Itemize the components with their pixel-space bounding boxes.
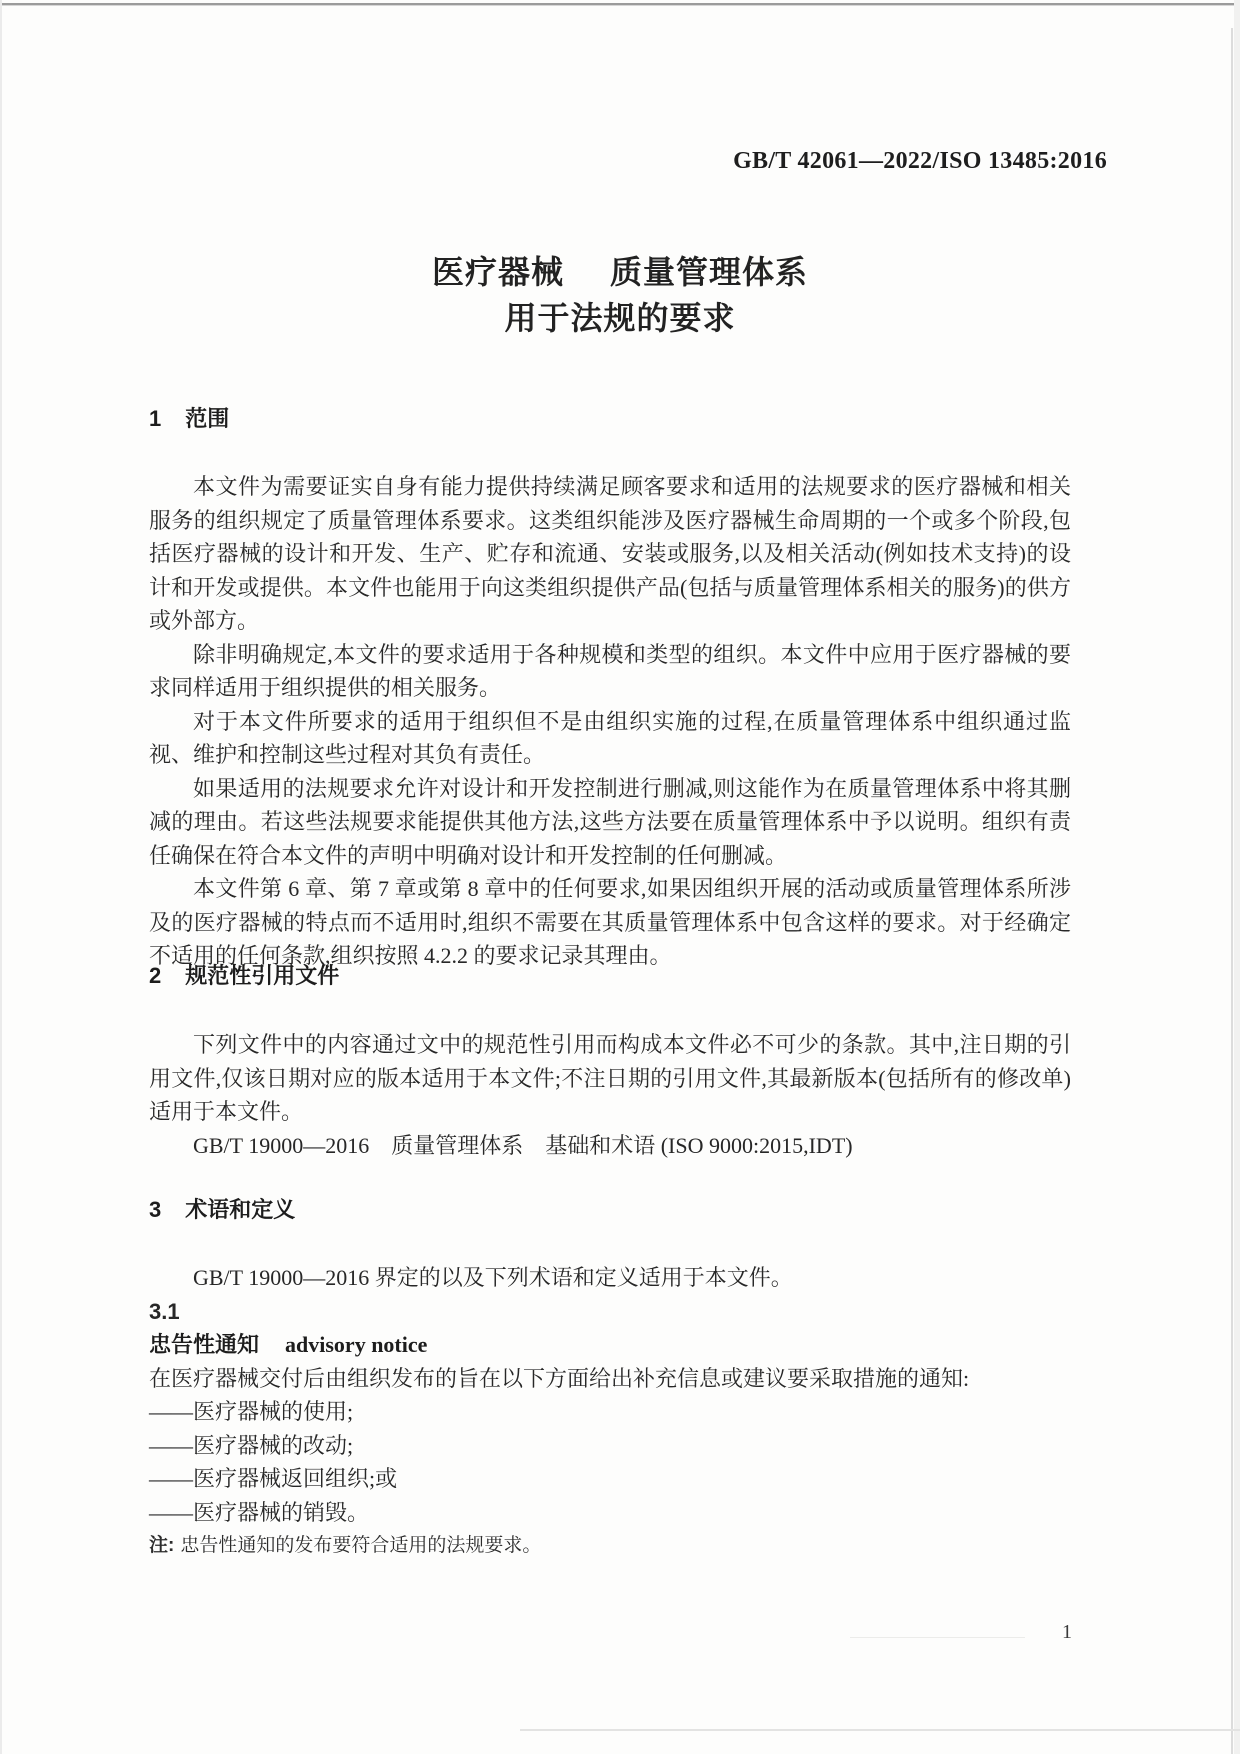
section-3-heading — [149, 1199, 295, 1221]
advisory-notice-item: ——医疗器械的销毁。 — [149, 1499, 370, 1525]
section-2-title: 规范性引用文件 — [185, 963, 340, 988]
advisory-notice-item: ——医疗器械的使用; — [149, 1399, 354, 1424]
section-2-body — [149, 1028, 1071, 1162]
document-title-line1 — [0, 256, 1240, 288]
standard-number: GB/T 42061—2022/ISO 13485:2016 — [733, 148, 1107, 174]
term-chinese: 忠告性通知 — [149, 1332, 260, 1357]
note-label: 注: — [149, 1535, 175, 1556]
paragraph: 如果适用的法规要求允许对设计和开发控制进行删减,则这能作为在质量管理体系中将其删减的理由。若这些法规要求能提供其他方法,这些方法要在质量管理体系中予以说明。组织有责任确保在符合本文件的声明中明确对设计和开发控制的任何删减。 — [149, 775, 1071, 868]
term-english: advisory notice — [285, 1332, 428, 1357]
term-definition: 在医疗器械交付后由组织发布的旨在以下方面给出补充信息或建议要采取措施的通知: — [149, 1365, 970, 1391]
clause-number: 3.1 — [149, 1298, 180, 1324]
section-2-heading — [149, 965, 339, 987]
paragraph: 本文件第 6 章、第 7 章或第 8 章中的任何要求,如果因组织开展的活动或质量管理体系所涉及的医疗器械的特点而不适用时,组织不需要在其质量管理体系中包含这样的要求。对于经确定不适用的任何条款,组织按照 4.2.2 的要求记录其理由。 — [149, 876, 1071, 968]
paragraph: 对于本文件所要求的适用于组织但不是由组织实施的过程,在质量管理体系中组织通过监视、维护和控制这些过程对其负有责任。 — [149, 708, 1071, 767]
title-part1: 医疗器械 — [431, 254, 564, 290]
section-1-number: 1 — [149, 406, 162, 431]
paragraph: 除非明确规定,本文件的要求适用于各种规模和类型的组织。本文件中应用于医疗器械的要求同样适用于组织提供的相关服务。 — [149, 641, 1071, 700]
scan-edge-top-soft — [0, 5, 1240, 6]
note-text: 忠告性通知的发布要符合适用的法规要求。 — [180, 1535, 542, 1556]
term-line — [149, 1328, 1071, 1362]
note-line — [149, 1529, 1071, 1563]
advisory-notice-item: ——医疗器械返回组织;或 — [149, 1466, 398, 1491]
scan-streak — [850, 1637, 1025, 1638]
document-title — [0, 256, 1240, 334]
scan-edge-bottom — [520, 1729, 1240, 1731]
normative-reference: GB/T 19000—2016 质量管理体系 基础和术语 (ISO 9000:2015,IDT) — [193, 1132, 853, 1158]
section-3-title: 术语和定义 — [185, 1197, 296, 1222]
section-3-number: 3 — [149, 1197, 162, 1222]
section-2-number: 2 — [149, 963, 162, 988]
section-1-heading — [149, 408, 229, 430]
paragraph: GB/T 19000—2016 界定的以及下列术语和定义适用于本文件。 — [193, 1265, 793, 1290]
advisory-notice-item: ——医疗器械的改动; — [149, 1432, 354, 1458]
title-part2: 质量管理体系 — [610, 254, 809, 290]
page-number: 1 — [1062, 1621, 1072, 1643]
section-1-title: 范围 — [185, 406, 230, 431]
document-title-line2: 用于法规的要求 — [504, 300, 736, 336]
paragraph: 下列文件中的内容通过文中的规范性引用而构成本文件必不可少的条款。其中,注日期的引用文件,仅该日期对应的版本适用于本文件;不注日期的引用文件,其最新版本(包括所有的修改单)适用于本文件。 — [149, 1032, 1071, 1124]
section-1-body — [149, 470, 1071, 973]
section-3-body — [149, 1261, 1071, 1563]
paragraph: 本文件为需要证实自身有能力提供持续满足顾客要求和适用的法规要求的医疗器械和相关服务的组织规定了质量管理体系要求。这类组织能涉及医疗器械生命周期的一个或多个阶段,包括医疗器械的设计和开发、生产、贮存和流通、安装或服务,以及相关活动(例如技术支持)的设计和开发或提供。本文件也能用于向这类组织提供产品(包括与质量管理体系相关的服务)的供方或外部方。 — [149, 474, 1071, 633]
